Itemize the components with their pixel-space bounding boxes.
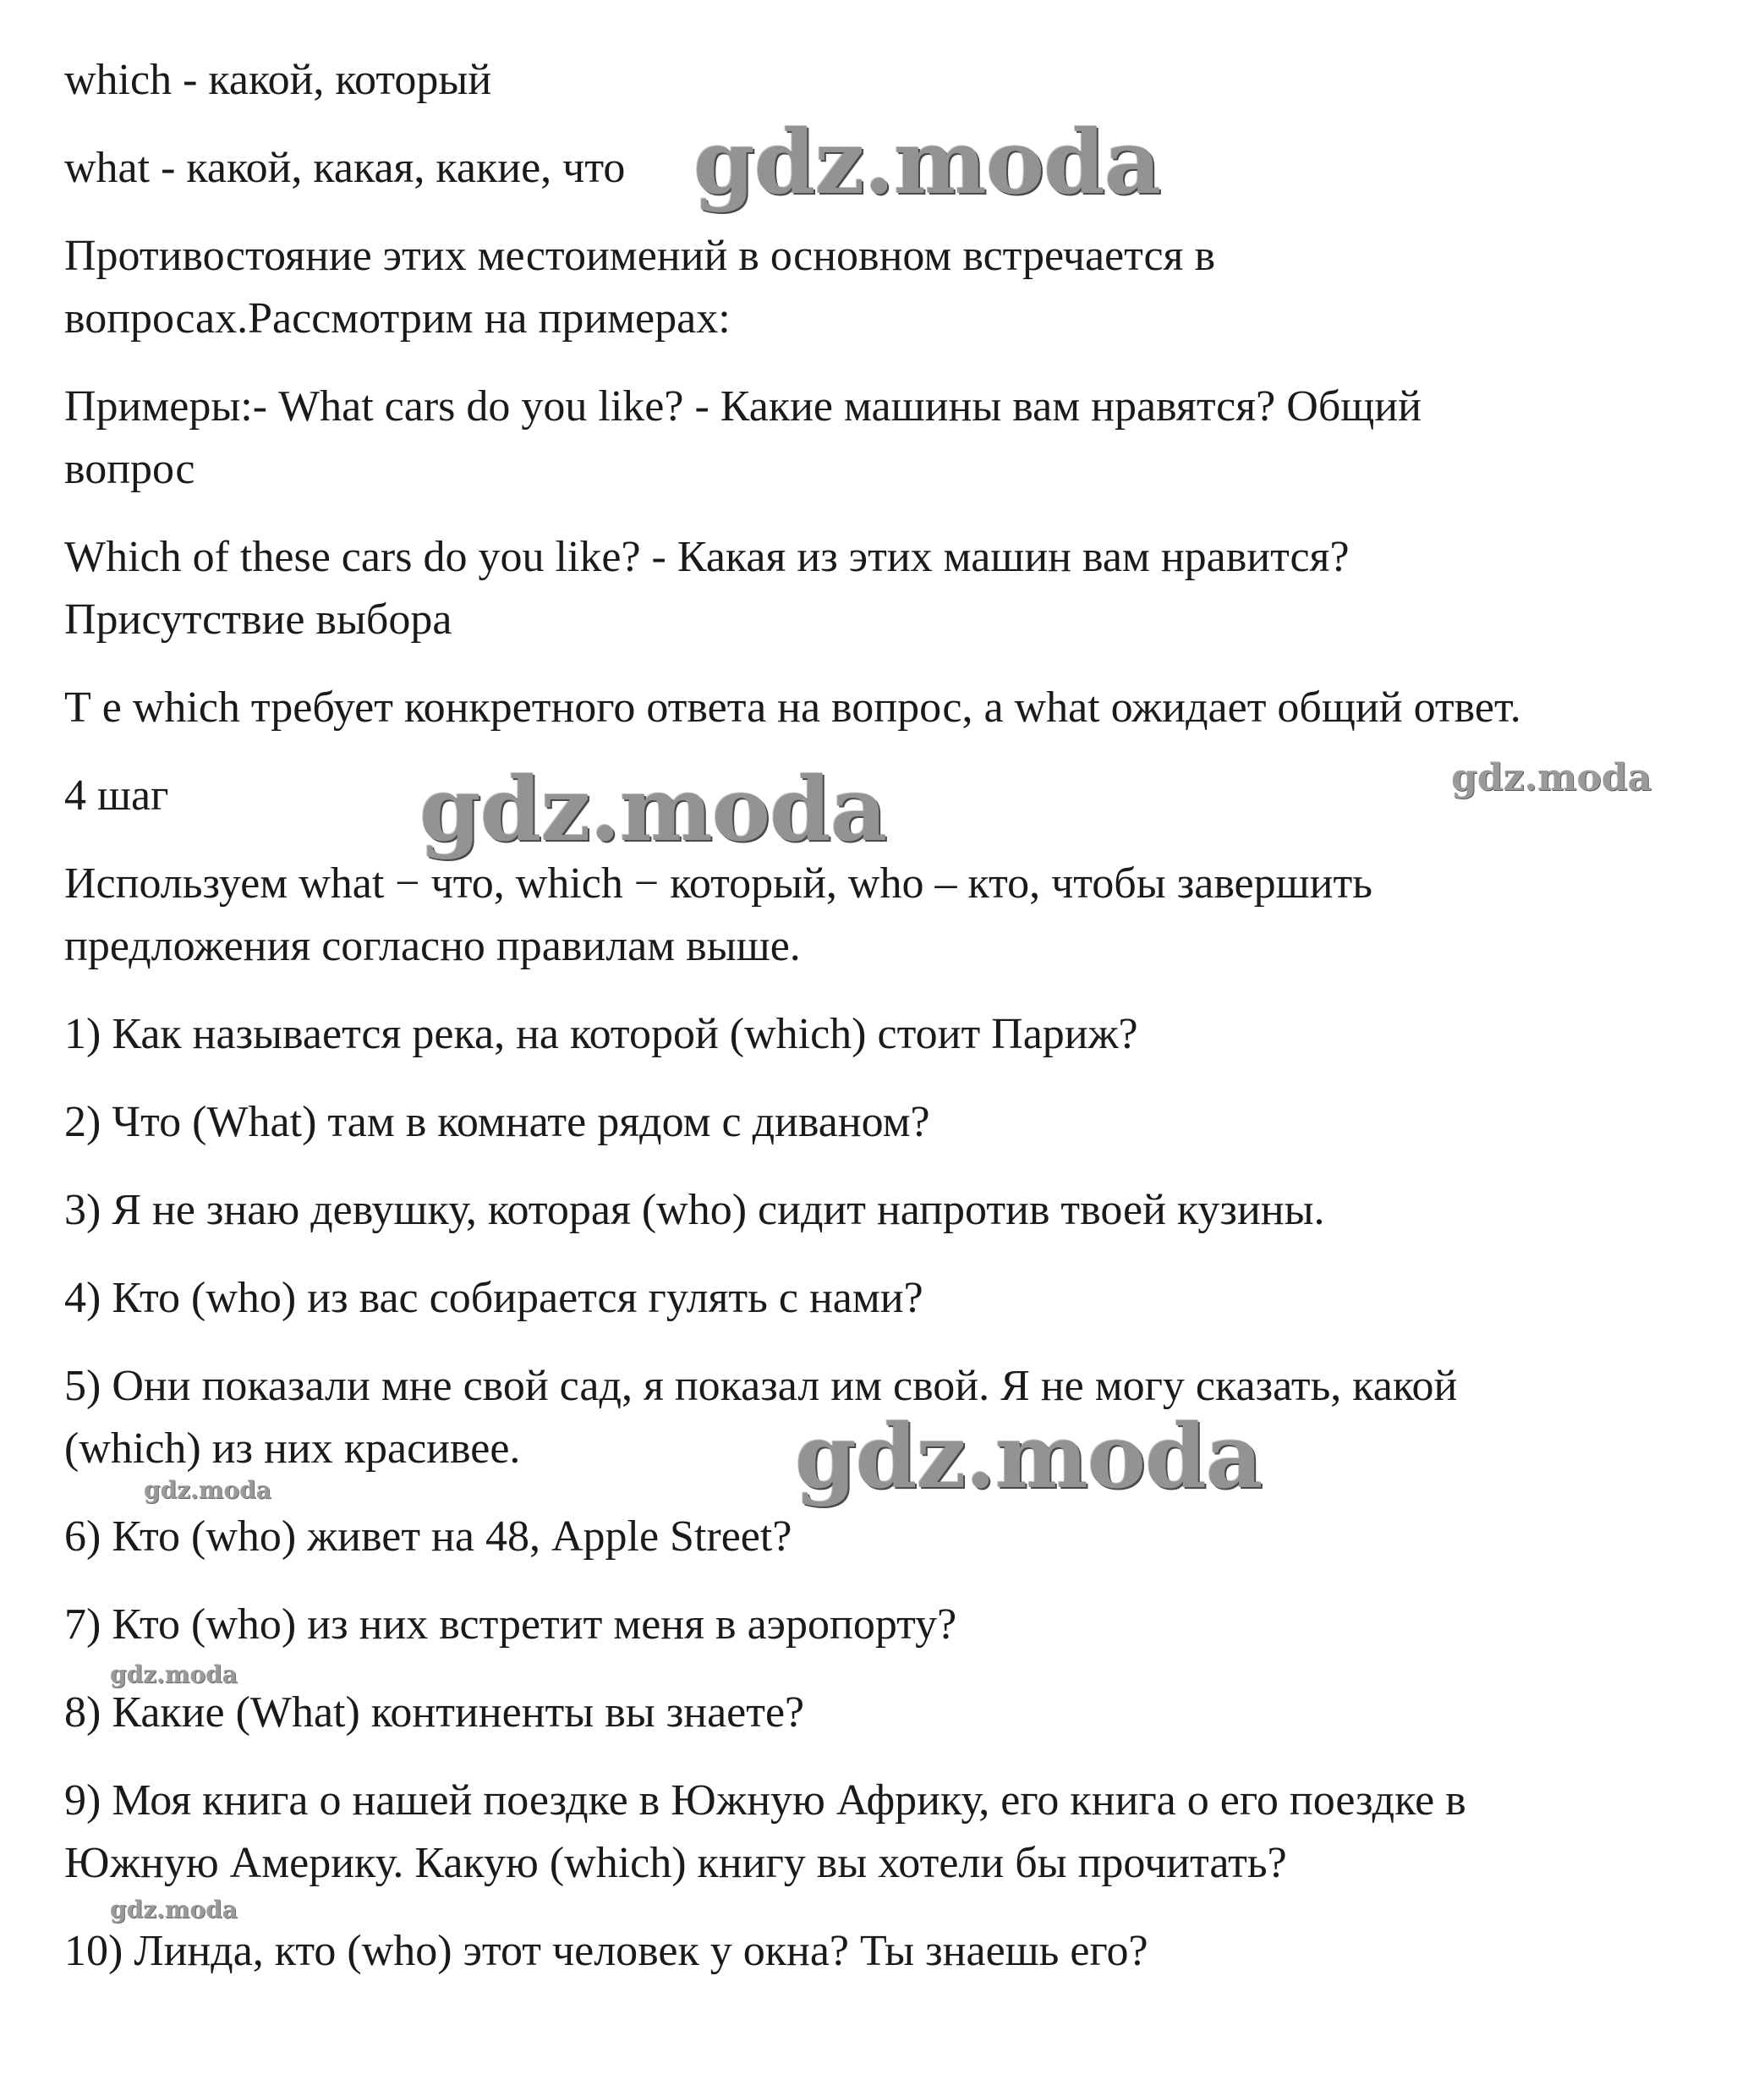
answer-5-line-2: (which) из них красивее.: [64, 1424, 521, 1473]
text-line-2: what - какой, какая, какие, что: [64, 144, 626, 192]
text-line-7: Which of these cars do you like? - Какая из этих машин вам нравится?: [64, 533, 1350, 581]
answer-1: 1) Как называется река, на которой (which) стоит Париж?: [64, 1010, 1138, 1058]
text-line-9: Т е which требует конкретного ответа на вопрос, а what ожидает общий ответ.: [64, 683, 1521, 732]
answer-10: 10) Линда, кто (who) этот человек у окна? Ты знаешь его?: [64, 1927, 1148, 1975]
watermark-logo-tiny: gdz.moda: [110, 1896, 238, 1924]
text-line-5: Примеры:- What cars do you like? - Какие машины вам нравятся? Общий: [64, 382, 1422, 431]
text-line-4: вопросах.Рассмотрим на примерах:: [64, 294, 731, 343]
text-line-11: Используем what − что, which − который, who – кто, чтобы завершить: [64, 859, 1372, 908]
text-line-3: Противостояние этих местоимений в основном встречается в: [64, 232, 1216, 280]
answer-8: 8) Какие (What) континенты вы знаете?: [64, 1688, 805, 1737]
answer-6: 6) Кто (who) живет на 48, Apple Street?: [64, 1512, 792, 1561]
watermark-logo-tiny: gdz.moda: [110, 1660, 238, 1688]
text-line-6: вопрос: [64, 445, 195, 493]
answer-7: 7) Кто (who) из них встретит меня в аэропорту?: [64, 1600, 957, 1649]
watermark-logo: gdz.moda: [419, 757, 887, 861]
watermark-logo-tiny: gdz.moda: [144, 1476, 271, 1504]
text-line-8: Присутствие выбора: [64, 595, 452, 644]
answer-3: 3) Я не знаю девушку, которая (who) сидит напротив твоей кузины.: [64, 1186, 1325, 1234]
watermark-logo: gdz.moda: [693, 110, 1161, 214]
answer-9-line-2: Южную Америку. Какую (which) книгу вы хотели бы прочитать?: [64, 1839, 1287, 1887]
answer-4: 4) Кто (who) из вас собирается гулять с нами?: [64, 1274, 923, 1322]
watermark-logo: gdz.moda: [795, 1404, 1263, 1508]
answer-2: 2) Что (What) там в комнате рядом с диваном?: [64, 1098, 930, 1146]
step-heading: 4 шаг: [64, 771, 169, 820]
watermark-logo-small: gdz.moda: [1451, 756, 1652, 799]
text-line-1: which - какой, который: [64, 56, 492, 104]
answer-9-line-1: 9) Моя книга о нашей поездке в Южную Африку, его книга о его поездке в: [64, 1776, 1466, 1825]
text-line-12: предложения согласно правилам выше.: [64, 922, 801, 970]
answer-5-line-1: 5) Они показали мне свой сад, я показал им свой. Я не могу сказать, какой: [64, 1362, 1458, 1410]
